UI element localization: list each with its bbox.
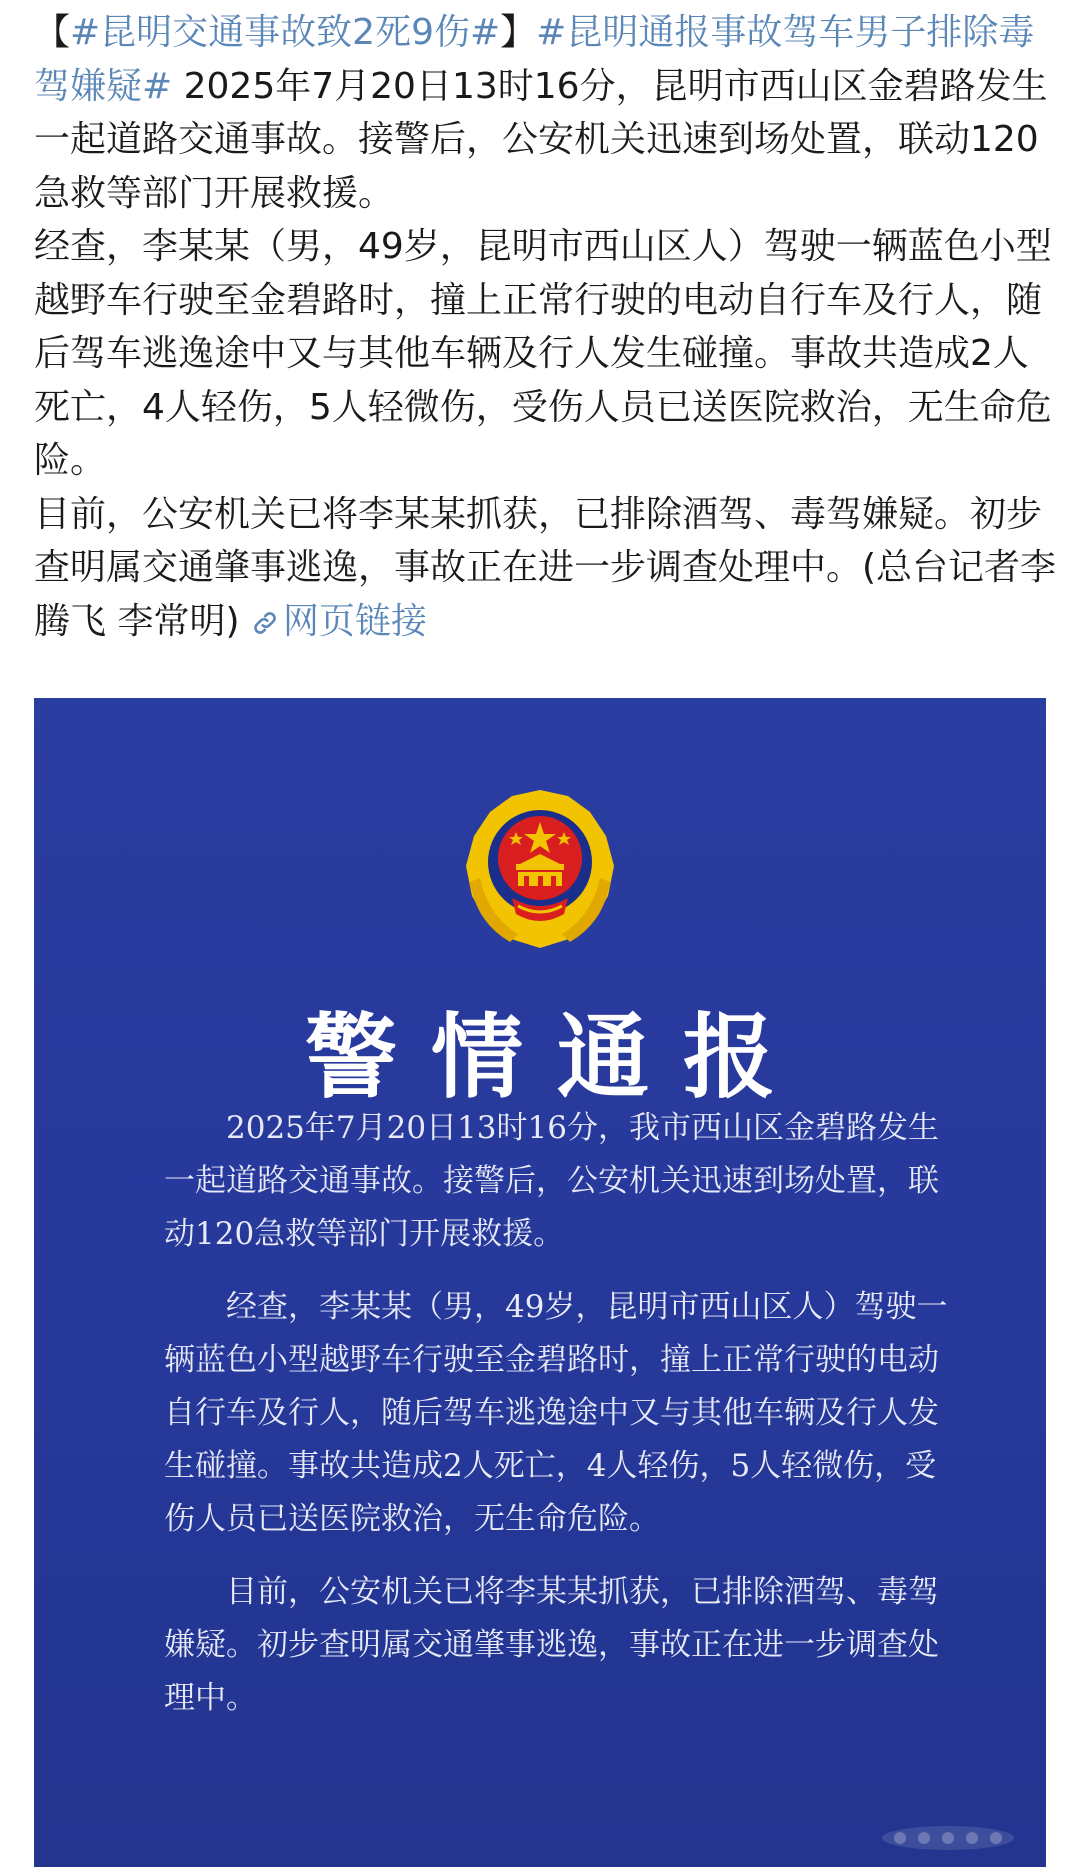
notice-body (164, 1102, 954, 1745)
hashtag-driver-cleared[interactable]: #昆明通报事故驾车男子排除毒驾嫌疑# (34, 12, 1035, 107)
notice-paragraph-1: 2025年7月20日13时16分，我市西山区金碧路发生一起道路交通事故。接警后，公安机关迅速到场处置，联动120急救等部门开展救援。 (164, 1110, 939, 1252)
bracket-open: 【 (34, 12, 71, 53)
police-emblem-icon (458, 786, 622, 956)
post-text-para1: 2025年7月20日13时16分，昆明市西山区金碧路发生一起道路交通事故。接警后，公安机关迅速到场处置，联动120急救等部门开展救援。 (34, 65, 1048, 214)
notice-paragraph-3: 目前，公安机关已将李某某抓获，已排除酒驾、毒驾嫌疑。初步查明属交通肇事逃逸，事故正在进一步调查处理中。 (164, 1574, 939, 1716)
post-paragraph-2: 经查，李某某（男，49岁，昆明市西山区人）驾驶一辆蓝色小型越野车行驶至金碧路时，撞上正常行驶的电动自行车及行人，随后驾车逃逸途中又与其他车辆及行人发生碰撞。事故共造成2人死亡，4人轻伤，5人轻微伤，受伤人员已送医院救治，无生命危险。 (34, 226, 1052, 481)
post-paragraph-1 (34, 6, 1064, 220)
watermark-graphic (878, 1823, 1018, 1853)
post-paragraph-3 (34, 488, 1064, 649)
web-link[interactable] (251, 601, 427, 642)
web-link-label: 网页链接 (282, 600, 427, 642)
notice-title: 警情通报 (304, 1003, 809, 1111)
hashtag-accident[interactable]: #昆明交通事故致2死9伤# (70, 12, 501, 53)
bracket-close: 】 (500, 12, 537, 53)
post-text (34, 6, 1064, 648)
notice-paragraph-2: 经查，李某某（男，49岁，昆明市西山区人）驾驶一辆蓝色小型越野车行驶至金碧路时，撞上正常行驶的电动自行车及行人，随后驾车逃逸途中又与其他车辆及行人发生碰撞。事故共造成2人死亡，4人轻伤，5人轻微伤，受伤人员已送医院救治，无生命危险。 (164, 1289, 948, 1537)
link-icon (251, 609, 279, 637)
police-notice-image[interactable] (34, 698, 1046, 1867)
post-text-para3: 目前，公安机关已将李某某抓获，已排除酒驾、毒驾嫌疑。初步查明属交通肇事逃逸，事故正在进一步调查处理中。(总台记者李腾飞 李常明) (34, 493, 1057, 642)
